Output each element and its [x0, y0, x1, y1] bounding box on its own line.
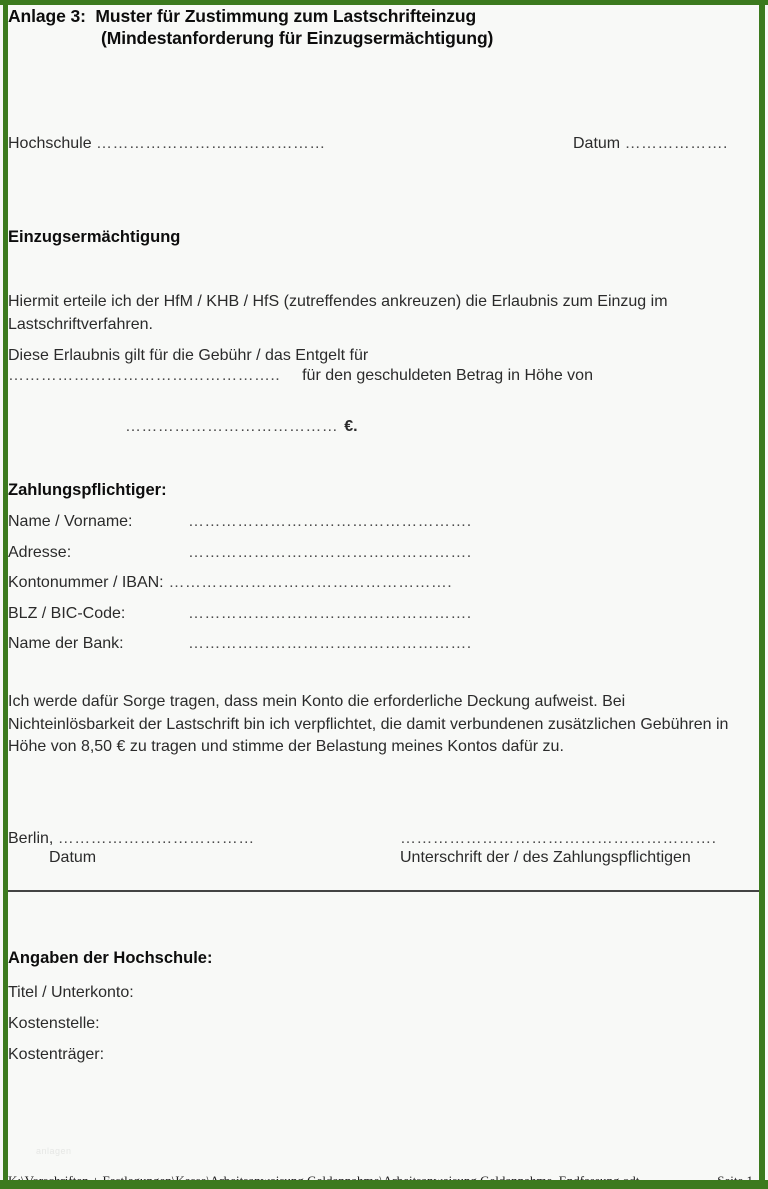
- zahlungspflichtiger-fields: [8, 513, 472, 666]
- field-label-kontonummer-iban: Kontonummer / IBAN:: [8, 574, 164, 591]
- page-border-top: [0, 0, 768, 5]
- field-label-blz-bic: BLZ / BIC-Code:: [8, 604, 126, 622]
- field-name-vorname: [8, 513, 472, 544]
- field-kostenstelle[interactable]: Kostenstelle:: [8, 1015, 100, 1032]
- betrag-line: [125, 416, 358, 437]
- field-input-blz-bic[interactable]: …………………………………………….: [188, 604, 472, 622]
- page-border-bottom: [0, 1180, 768, 1189]
- hochschule-field: [8, 133, 326, 154]
- heading-einzugsermaechtigung: Einzugsermächtigung: [8, 228, 181, 246]
- field-name-der-bank: [8, 635, 472, 666]
- datum-field: [573, 133, 728, 154]
- heading-zahlungspflichtiger: Zahlungspflichtiger:: [8, 481, 167, 499]
- page-title-line-1: Anlage 3: Muster für Zustimmung zum Lastschrifteinzug: [8, 6, 477, 26]
- signature-caption-unterschrift: Unterschrift der / des Zahlungspflichtigen: [400, 849, 691, 866]
- field-input-adresse[interactable]: …………………………………………….: [188, 543, 472, 561]
- field-kostentraeger[interactable]: Kostenträger:: [8, 1046, 105, 1063]
- betrag-dotted-line[interactable]: …………………………………: [125, 418, 339, 435]
- signature-caption-datum: Datum: [49, 849, 97, 866]
- field-kontonummer-iban: [8, 574, 472, 605]
- heading-angaben-hochschule: Angaben der Hochschule:: [8, 949, 213, 967]
- document-content: [8, 5, 759, 1180]
- datum-dotted-line[interactable]: ……………….: [624, 135, 728, 152]
- page-sheet: [8, 5, 759, 1180]
- field-input-kontonummer-iban[interactable]: …………………………………………….: [163, 574, 453, 591]
- page-title-line-2: (Mindestanforderung für Einzugsermächtigung): [101, 28, 494, 48]
- field-input-name-der-bank[interactable]: …………………………………………….: [188, 635, 472, 652]
- field-label-name-vorname: Name / Vorname:: [8, 513, 133, 530]
- gebuehr-tail-text: für den geschuldeten Betrag in Höhe von: [302, 367, 593, 384]
- watermark-anlagen: anlagen: [36, 1146, 72, 1156]
- datum-label: Datum: [573, 135, 625, 152]
- signature-place-dotted-line[interactable]: ………………………………: [57, 830, 255, 847]
- euro-symbol: €.: [344, 418, 358, 435]
- section-divider: [8, 890, 759, 892]
- field-input-name-vorname[interactable]: …………………………………………….: [188, 513, 472, 530]
- signature-place-label: Berlin,: [8, 830, 58, 847]
- field-adresse: [8, 544, 472, 575]
- document-title-block: [8, 5, 759, 49]
- hochschule-fields: [8, 982, 134, 1075]
- paragraph-gebuehr: Diese Erlaubnis gilt für die Gebühr / das Entgelt für: [8, 347, 369, 364]
- page-border-left: [3, 0, 8, 1189]
- page-border-right: [759, 0, 765, 1189]
- field-blz-bic: [8, 605, 472, 636]
- gebuehr-dotted-line[interactable]: …………………………………………..: [8, 367, 281, 384]
- hochschule-dotted-line[interactable]: ……………………………………: [96, 135, 326, 152]
- signature-dotted-line[interactable]: ………………………………………………….: [400, 830, 717, 847]
- field-label-adresse: Adresse:: [8, 543, 72, 561]
- field-label-name-der-bank: Name der Bank:: [8, 635, 124, 652]
- hochschule-label: Hochschule: [8, 135, 97, 152]
- paragraph-erlaubnis: Hiermit erteile ich der HfM / KHB / HfS (zutreffendes ankreuzen) die Erlaubnis zum Einzug im Lastschriftverfahren.: [8, 293, 668, 333]
- signature-place-line: [8, 828, 255, 849]
- gebuehr-line: [8, 365, 593, 386]
- field-titel-unterkonto[interactable]: Titel / Unterkonto:: [8, 984, 134, 1001]
- paragraph-deckung: Ich werde dafür Sorge tragen, dass mein Konto die erforderliche Deckung aufweist. Bei Nichteinlösbarkeit der Lastschrift bin ich verpflichtet, die damit verbundenen zusätzlichen Gebühren in Höhe von 8,50 € zu tragen und stimme der Belastung meines Kontos dafür zu.: [8, 693, 729, 755]
